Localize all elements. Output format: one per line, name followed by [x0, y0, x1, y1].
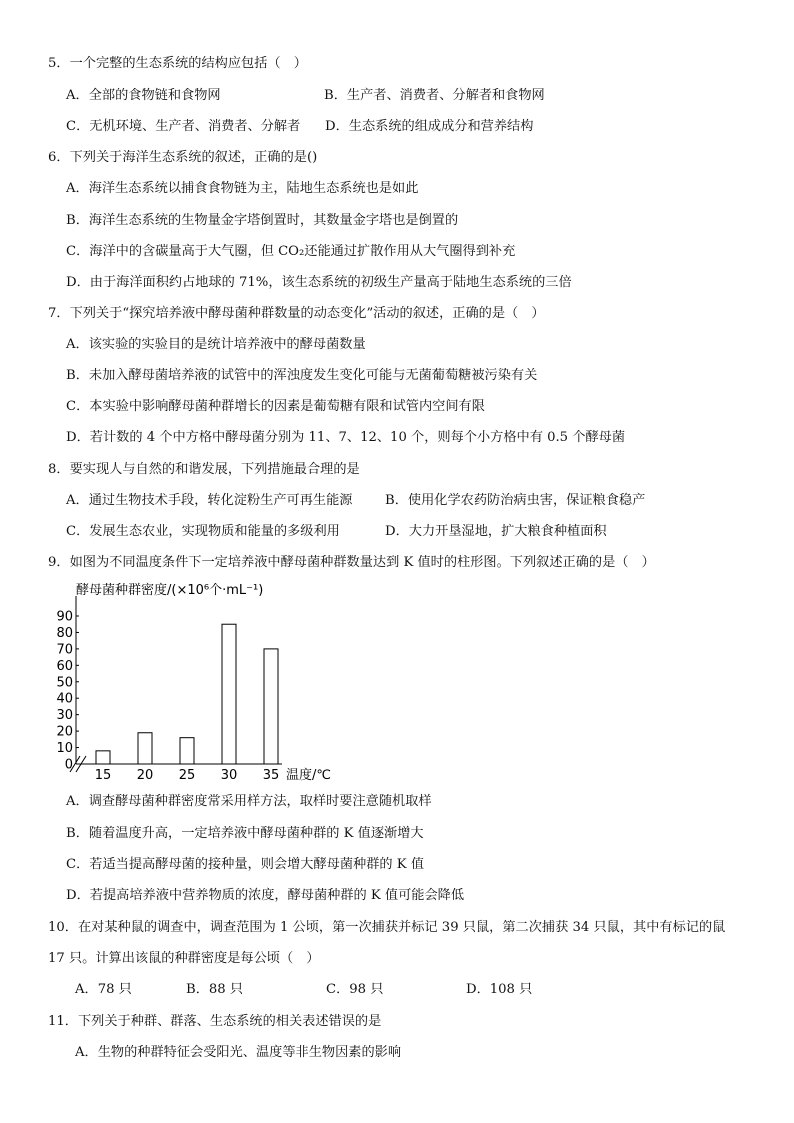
q7-option-b: B．未加入酵母菌培养液的试管中的浑浊度发生变化可能与无菌葡萄糖被污染有关 [66, 368, 538, 383]
q5-option-b: B．生产者、消费者、分解者和食物网 [324, 88, 545, 103]
q9-stem: 9．如图为不同温度条件下一定培养液中酵母菌种群数量达到 K 值时的柱形图。下列叙述正确的是（ ） [48, 555, 655, 570]
q5-option-d: D．生态系统的组成成分和营养结构 [325, 119, 534, 134]
chart-bars [96, 624, 278, 764]
y-tick-label: 40 [56, 691, 73, 707]
chart-y-axis-label: 酵母菌种群密度/(×10⁶个·mL⁻¹) [76, 583, 264, 598]
bar [222, 624, 236, 764]
q5-option-a: A．全部的食物链和食物网 [66, 88, 221, 103]
q7-option-a: A．该实验的实验目的是统计培养液中的酵母菌数量 [66, 337, 366, 352]
q8-stem: 8．要实现人与自然的和谐发展，下列措施最合理的是 [48, 462, 360, 477]
q6-option-a: A．海洋生态系统以捕食食物链为主，陆地生态系统也是如此 [66, 181, 419, 196]
q8-option-a: A．通过生物技术手段，转化淀粉生产可再生能源 [66, 493, 353, 508]
q7-option-c: C．本实验中影响酵母菌种群增长的因素是葡萄糖有限和试管内空间有限 [66, 399, 485, 414]
q6-option-d: D．由于海洋面积约占地球的 71%，该生态系统的初级生产量高于陆地生态系统的三倍 [66, 275, 572, 290]
bar [96, 751, 110, 764]
q9-option-a: A．调查酵母菌种群密度常采用样方法，取样时要注意随机取样 [66, 794, 432, 809]
x-tick-label: 35 [262, 768, 280, 783]
q6-option-c: C．海洋中的含碳量高于大气圈，但 CO₂还能通过扩散作用从大气圈得到补充 [66, 244, 516, 259]
y-tick-label: 0 [64, 757, 73, 773]
q11-option-a: A．生物的种群特征会受阳光、温度等非生物因素的影响 [75, 1045, 402, 1060]
q9-option-d: D．若提高培养液中营养物质的浓度，酵母菌种群的 K 值可能会降低 [66, 888, 465, 903]
q7-stem: 7．下列关于“探究培养液中酵母菌种群数量的动态变化”活动的叙述，正确的是（ ） [48, 306, 545, 321]
q6-option-b: B．海洋生态系统的生物量金字塔倒置时，其数量金字塔也是倒置的 [66, 213, 459, 228]
y-tick-label: 20 [56, 724, 73, 740]
y-tick-label: 90 [56, 609, 73, 625]
chart-x-ticks [95, 768, 280, 783]
q8-option-c: C．发展生态农业，实现物质和能量的多级利用 [66, 524, 340, 539]
q11-stem: 11．下列关于种群、群落、生态系统的相关表述错误的是 [48, 1014, 382, 1029]
chart-x-axis-label: 温度/℃ [286, 768, 331, 783]
chart-axes [70, 596, 282, 772]
q10-option-a: A．78 只 [75, 982, 132, 997]
q10-option-c: C．98 只 [326, 982, 384, 997]
q9-option-c: C．若适当提高酵母菌的接种量，则会增大酵母菌种群的 K 值 [66, 857, 425, 872]
y-tick-label: 80 [56, 625, 73, 641]
y-tick-label: 30 [56, 708, 73, 724]
y-tick-label: 10 [56, 741, 73, 757]
q8-option-b: B．使用化学农药防治病虫害，保证粮食稳产 [385, 493, 646, 508]
y-tick-label: 70 [56, 642, 73, 658]
x-tick-label: 25 [178, 768, 196, 783]
y-tick-label: 60 [56, 658, 73, 674]
q6-stem: 6．下列关于海洋生态系统的叙述，正确的是() [48, 150, 318, 165]
bar [138, 733, 152, 764]
x-tick-label: 30 [220, 768, 238, 783]
k-value-bar-chart [40, 576, 360, 786]
bar [180, 738, 194, 764]
y-tick-label: 50 [56, 675, 73, 691]
x-tick-label: 15 [94, 768, 112, 783]
q9-option-b: B．随着温度升高，一定培养液中酵母菌种群的 K 值逐渐增大 [66, 826, 424, 841]
q7-option-d: D．若计数的 4 个中方格中酵母菌分别为 11、7、12、10 个，则每个小方格中有 0.5 个酵母菌 [66, 430, 626, 445]
q5-stem: 5．一个完整的生态系统的结构应包括（ ） [48, 56, 307, 71]
q10-stem-line1: 10．在对某种鼠的调查中，调查范围为 1 公顷，第一次捕获并标记 39 只鼠，第二次捕获 34 只鼠，其中有标记的鼠 [48, 920, 726, 935]
bar [264, 649, 278, 764]
x-tick-label: 20 [136, 768, 154, 783]
q10-stem-line2: 17 只。计算出该鼠的种群密度是每公顷（ ） [48, 951, 320, 966]
q10-option-b: B．88 只 [186, 982, 244, 997]
q5-option-c: C．无机环境、生产者、消费者、分解者 [66, 119, 301, 134]
q10-option-d: D．108 只 [466, 982, 533, 997]
q8-option-d: D．大力开垦湿地，扩大粮食种植面积 [385, 524, 607, 539]
